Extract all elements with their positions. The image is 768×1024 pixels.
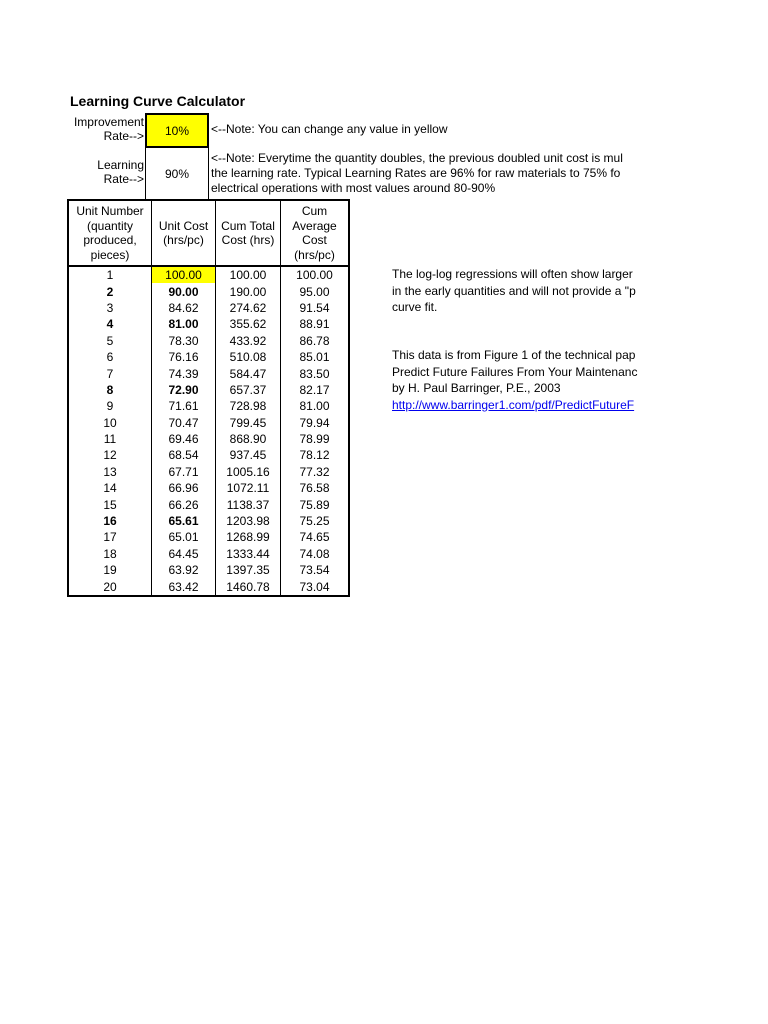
cum-average-cost-cell: 75.25 [281, 513, 350, 529]
source-note-line: by H. Paul Barringer, P.E., 2003 [392, 381, 561, 395]
unit-number-cell: 13 [68, 464, 152, 480]
unit-cost-cell: 74.39 [152, 365, 216, 381]
improvement-note: <--Note: You can change any value in yellow [211, 122, 448, 136]
table-body [68, 266, 349, 596]
regression-note [392, 266, 636, 316]
unit-cost-cell: 65.61 [152, 513, 216, 529]
table-row [68, 415, 349, 431]
cum-total-cost-cell: 1460.78 [216, 578, 281, 595]
table-row [68, 529, 349, 545]
cum-average-cost-cell: 82.17 [281, 382, 350, 398]
unit-number-cell: 3 [68, 300, 152, 316]
unit-cost-cell: 90.00 [152, 283, 216, 299]
unit-number-cell: 8 [68, 382, 152, 398]
cum-total-cost-cell: 799.45 [216, 415, 281, 431]
table-row [68, 431, 349, 447]
table-row [68, 464, 349, 480]
unit-cost-cell: 76.16 [152, 349, 216, 365]
improvement-label-line1: Improvement [73, 115, 144, 129]
cum-total-cost-cell: 728.98 [216, 398, 281, 414]
unit-cost-cell: 68.54 [152, 447, 216, 463]
improvement-label-line2: Rate--> [103, 129, 144, 143]
unit-number-cell: 12 [68, 447, 152, 463]
table-row [68, 300, 349, 316]
header-cum-total-cost: Cum Total Cost (hrs) [216, 200, 281, 266]
cum-total-cost-cell: 1005.16 [216, 464, 281, 480]
unit-cost-cell: 78.30 [152, 333, 216, 349]
learning-label-line1: Learning [97, 158, 144, 172]
unit-cost-cell: 65.01 [152, 529, 216, 545]
table-row [68, 513, 349, 529]
improvement-rate-input[interactable]: 10% [145, 113, 209, 148]
cum-average-cost-cell: 73.54 [281, 562, 350, 578]
cum-total-cost-cell: 1397.35 [216, 562, 281, 578]
unit-number-cell: 18 [68, 546, 152, 562]
learning-rate-label [60, 158, 144, 186]
table-row [68, 480, 349, 496]
unit-cost-cell: 71.61 [152, 398, 216, 414]
unit-cost-cell: 63.92 [152, 562, 216, 578]
cum-total-cost-cell: 355.62 [216, 316, 281, 332]
page-title: Learning Curve Calculator [70, 93, 246, 109]
cum-total-cost-cell: 190.00 [216, 283, 281, 299]
table-header-row [68, 200, 349, 266]
cum-average-cost-cell: 88.91 [281, 316, 350, 332]
unit-number-cell: 4 [68, 316, 152, 332]
table-row [68, 496, 349, 512]
cum-total-cost-cell: 584.47 [216, 365, 281, 381]
table-row [68, 447, 349, 463]
unit-cost-cell: 66.96 [152, 480, 216, 496]
unit-cost-cell: 67.71 [152, 464, 216, 480]
table-row [68, 562, 349, 578]
learning-note [211, 151, 623, 196]
unit-number-cell: 7 [68, 365, 152, 381]
unit-number-cell: 20 [68, 578, 152, 595]
unit-cost-cell: 69.46 [152, 431, 216, 447]
improvement-rate-label [60, 115, 144, 143]
learning-note-line: the learning rate. Typical Learning Rates are 96% for raw materials to 75% fo [211, 166, 621, 180]
source-note-line: This data is from Figure 1 of the technical pap [392, 348, 636, 362]
cum-average-cost-cell: 78.99 [281, 431, 350, 447]
cum-total-cost-cell: 1333.44 [216, 546, 281, 562]
cum-total-cost-cell: 1072.11 [216, 480, 281, 496]
unit-number-cell: 2 [68, 283, 152, 299]
cum-total-cost-cell: 433.92 [216, 333, 281, 349]
header-cum-average-cost: Cum Average Cost (hrs/pc) [281, 200, 350, 266]
unit-cost-cell: 84.62 [152, 300, 216, 316]
cum-total-cost-cell: 1268.99 [216, 529, 281, 545]
table-row [68, 382, 349, 398]
learning-note-line: <--Note: Everytime the quantity doubles, the previous doubled unit cost is mul [211, 151, 623, 165]
table-row [68, 398, 349, 414]
learning-curve-table [67, 199, 350, 597]
unit-number-cell: 15 [68, 496, 152, 512]
cum-average-cost-cell: 73.04 [281, 578, 350, 595]
unit-number-cell: 1 [68, 266, 152, 283]
learning-rate-value[interactable]: 90% [145, 148, 209, 199]
cum-average-cost-cell: 74.08 [281, 546, 350, 562]
unit-cost-cell: 66.26 [152, 496, 216, 512]
header-unit-number: Unit Number (quantity produced, pieces) [68, 200, 152, 266]
source-note-line: Predict Future Failures From Your Maintenanc [392, 364, 638, 379]
cum-average-cost-cell: 76.58 [281, 480, 350, 496]
unit-number-cell: 10 [68, 415, 152, 431]
cum-total-cost-cell: 657.37 [216, 382, 281, 398]
unit-cost-cell: 70.47 [152, 415, 216, 431]
table-row [68, 578, 349, 595]
unit-number-cell: 14 [68, 480, 152, 496]
cum-average-cost-cell: 83.50 [281, 365, 350, 381]
table-row [68, 266, 349, 283]
cum-total-cost-cell: 100.00 [216, 266, 281, 283]
unit-number-cell: 16 [68, 513, 152, 529]
cum-average-cost-cell: 74.65 [281, 529, 350, 545]
table-row [68, 283, 349, 299]
unit-cost-cell: 63.42 [152, 578, 216, 595]
source-note [392, 347, 637, 413]
cum-total-cost-cell: 1138.37 [216, 496, 281, 512]
header-unit-cost: Unit Cost (hrs/pc) [152, 200, 216, 266]
regression-note-line: curve fit. [392, 300, 438, 314]
regression-note-line: The log-log regressions will often show larger [392, 267, 633, 281]
table-row [68, 349, 349, 365]
unit-number-cell: 9 [68, 398, 152, 414]
cum-average-cost-cell: 81.00 [281, 398, 350, 414]
regression-note-line: in the early quantities and will not provide a "p [392, 283, 636, 298]
table-row [68, 546, 349, 562]
cum-total-cost-cell: 1203.98 [216, 513, 281, 529]
learning-note-line: electrical operations with most values around 80-90% [211, 181, 496, 195]
table-row [68, 316, 349, 332]
cum-average-cost-cell: 86.78 [281, 333, 350, 349]
unit-cost-cell[interactable]: 100.00 [152, 266, 216, 283]
cum-average-cost-cell: 77.32 [281, 464, 350, 480]
source-link[interactable]: http://www.barringer1.com/pdf/PredictFutureF [392, 397, 635, 412]
table-row [68, 365, 349, 381]
cum-total-cost-cell: 274.62 [216, 300, 281, 316]
unit-cost-cell: 81.00 [152, 316, 216, 332]
unit-number-cell: 17 [68, 529, 152, 545]
cum-average-cost-cell: 91.54 [281, 300, 350, 316]
cum-average-cost-cell: 78.12 [281, 447, 350, 463]
cum-total-cost-cell: 510.08 [216, 349, 281, 365]
unit-number-cell: 6 [68, 349, 152, 365]
table-row [68, 333, 349, 349]
cum-average-cost-cell: 100.00 [281, 266, 350, 283]
cum-average-cost-cell: 85.01 [281, 349, 350, 365]
cum-average-cost-cell: 95.00 [281, 283, 350, 299]
unit-cost-cell: 72.90 [152, 382, 216, 398]
cum-total-cost-cell: 868.90 [216, 431, 281, 447]
cum-average-cost-cell: 79.94 [281, 415, 350, 431]
unit-number-cell: 5 [68, 333, 152, 349]
unit-cost-cell: 64.45 [152, 546, 216, 562]
cum-average-cost-cell: 75.89 [281, 496, 350, 512]
cum-total-cost-cell: 937.45 [216, 447, 281, 463]
unit-number-cell: 19 [68, 562, 152, 578]
unit-number-cell: 11 [68, 431, 152, 447]
learning-label-line2: Rate--> [103, 172, 144, 186]
